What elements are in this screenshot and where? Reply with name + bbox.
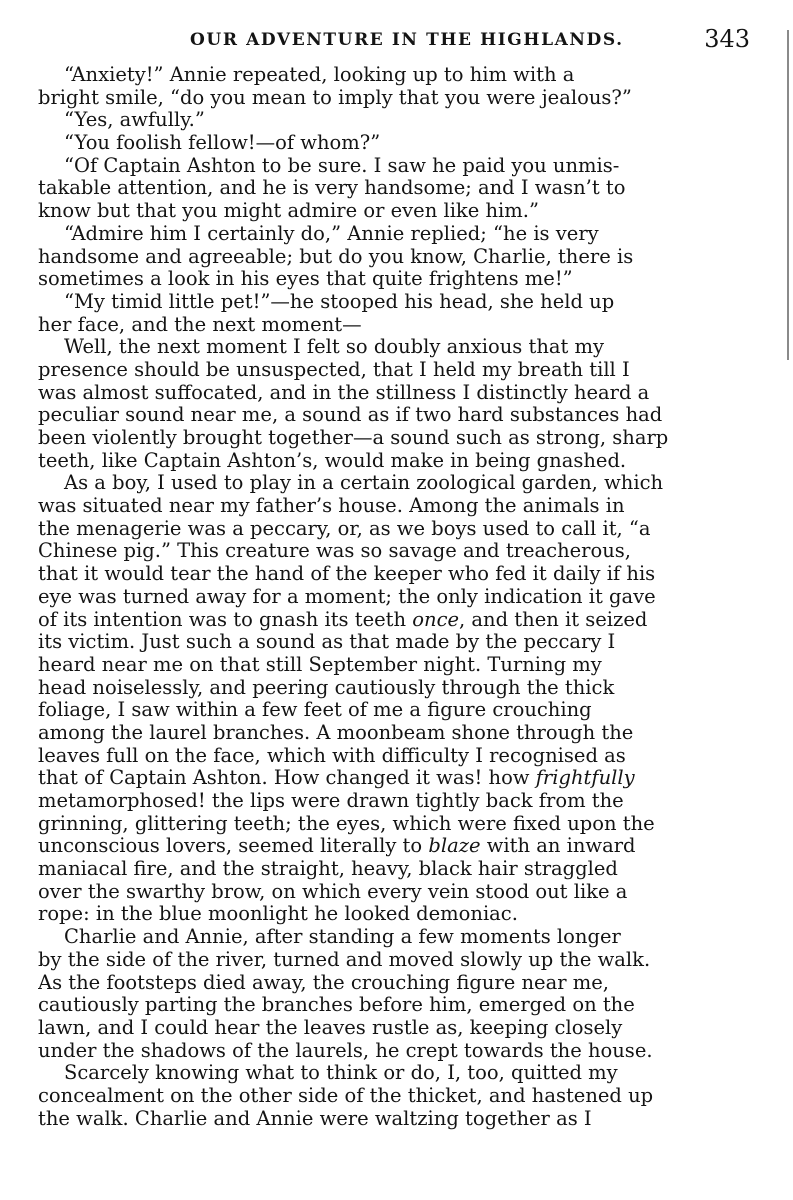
text-line: “Yes, awfully.”: [64, 109, 205, 132]
text-line: maniacal fire, and the straight, heavy, black hair straggled: [38, 858, 618, 881]
text-line: teeth, like Captain Ashton’s, would make in being gnashed.: [38, 449, 627, 472]
paragraph-2: [38, 109, 750, 132]
text-line: among the laurel branches. A moonbeam shone through the: [38, 721, 634, 744]
text-line: handsome and agreeable; but do you know, Charlie, there is: [38, 245, 634, 268]
text-line: lawn, and I could hear the leaves rustle as, keeping closely: [38, 1016, 623, 1039]
text-line: leaves full on the face, which with difficulty I recognised as: [38, 744, 626, 767]
text-line: that it would tear the hand of the keeper who fed it daily if his: [38, 563, 656, 586]
text-line: “Of Captain Ashton to be sure. I saw he paid you unmis-: [64, 154, 620, 177]
text-line: “Admire him I certainly do,” Annie replied; “he is very: [64, 222, 599, 245]
italic-blaze: blaze: [428, 835, 481, 858]
text-line: grinning, glittering teeth; the eyes, which were fixed upon the: [38, 812, 655, 835]
scan-edge-rule: [787, 30, 789, 360]
text-line: head noiselessly, and peering cautiously through the thick: [38, 676, 615, 699]
text-line: As the footsteps died away, the crouching figure near me,: [38, 971, 609, 994]
text-line: her face, and the next moment—: [38, 313, 362, 336]
text-line: foliage, I saw within a few feet of me a figure crouching: [38, 699, 592, 722]
text-line: was almost suffocated, and in the stillness I distinctly heard a: [38, 381, 650, 404]
text-line: its victim. Just such a sound as that made by the peccary I: [38, 631, 616, 654]
text-line: Chinese pig.” This creature was so savage and treacherous,: [38, 540, 631, 563]
text-line: the menagerie was a peccary, or, as we boys used to call it, “a: [38, 517, 651, 540]
text-line: was situated near my father’s house. Among the animals in: [38, 495, 625, 518]
text-line: under the shadows of the laurels, he crept towards the house.: [38, 1039, 653, 1062]
text-line-with-emphasis: [38, 835, 750, 858]
text-line: by the side of the river, turned and moved slowly up the walk.: [38, 948, 651, 971]
text-line: heard near me on that still September night. Turning my: [38, 653, 602, 676]
paragraph-10: [38, 1062, 750, 1130]
paragraph-1: [38, 64, 750, 109]
italic-frightfully: frightfully: [535, 767, 635, 790]
paragraph-7: [38, 336, 750, 472]
text-line: Scarcely knowing what to think or do, I, too, quitted my: [64, 1062, 618, 1085]
page-number: 343: [704, 25, 750, 53]
text-segment: with an inward: [480, 835, 636, 858]
book-page: [38, 25, 750, 1130]
italic-once: once: [412, 608, 460, 631]
paragraph-5: [38, 223, 750, 291]
text-line: rope: in the blue moonlight he looked demoniac.: [38, 903, 518, 926]
text-line: cautiously parting the branches before him, emerged on the: [38, 994, 635, 1017]
text-line: peculiar sound near me, a sound as if two hard substances had: [38, 404, 663, 427]
text-line-with-emphasis: [38, 767, 750, 790]
text-line: been violently brought together—a sound such as strong, sharp: [38, 427, 669, 449]
text-line: presence should be unsuspected, that I held my breath till I: [38, 358, 630, 381]
paragraph-9: [38, 926, 750, 1062]
text-segment: of its intention was to gnash its teeth: [38, 608, 407, 631]
text-line: concealment on the other side of the thicket, and hastened up: [38, 1084, 654, 1107]
text-line: Charlie and Annie, after standing a few moments longer: [64, 926, 621, 949]
text-line: know but that you might admire or even like him.”: [38, 200, 539, 223]
paragraph-8: [38, 472, 750, 926]
text-line: bright smile, “do you mean to imply that you were jealous?”: [38, 86, 632, 109]
text-line: over the swarthy brow, on which every vein stood out like a: [38, 880, 628, 903]
text-line: takable attention, and he is very handsome; and I wasn’t to: [38, 177, 626, 200]
text-line: As a boy, I used to play in a certain zoological garden, which: [64, 472, 664, 495]
text-segment: unconscious lovers, seemed literally to: [38, 835, 423, 858]
paragraph-4: [38, 155, 750, 223]
running-title: OUR ADVENTURE IN THE HIGHLANDS.: [190, 30, 624, 50]
text-segment: that of Captain Ashton. How changed it was! how: [38, 767, 530, 790]
text-line: the walk. Charlie and Annie were waltzing together as I: [38, 1107, 592, 1130]
paragraph-3: [38, 132, 750, 155]
text-segment: , and then it seized: [459, 608, 648, 631]
text-line: “You foolish fellow!—of whom?”: [64, 132, 381, 155]
paragraph-6: [38, 291, 750, 336]
text-line: Well, the next moment I felt so doubly anxious that my: [64, 336, 605, 359]
text-line: metamorphosed! the lips were drawn tightly back from the: [38, 790, 624, 812]
text-line: eye was turned away for a moment; the only indication it gave: [38, 585, 656, 608]
text-line: “Anxiety!” Annie repeated, looking up to him with a: [64, 64, 575, 86]
text-line: “My timid little pet!”—he stooped his head, she held up: [64, 290, 615, 313]
text-line-with-emphasis: [38, 609, 750, 632]
text-line: sometimes a look in his eyes that quite frightens me!”: [38, 268, 573, 291]
page-header: [38, 25, 750, 64]
